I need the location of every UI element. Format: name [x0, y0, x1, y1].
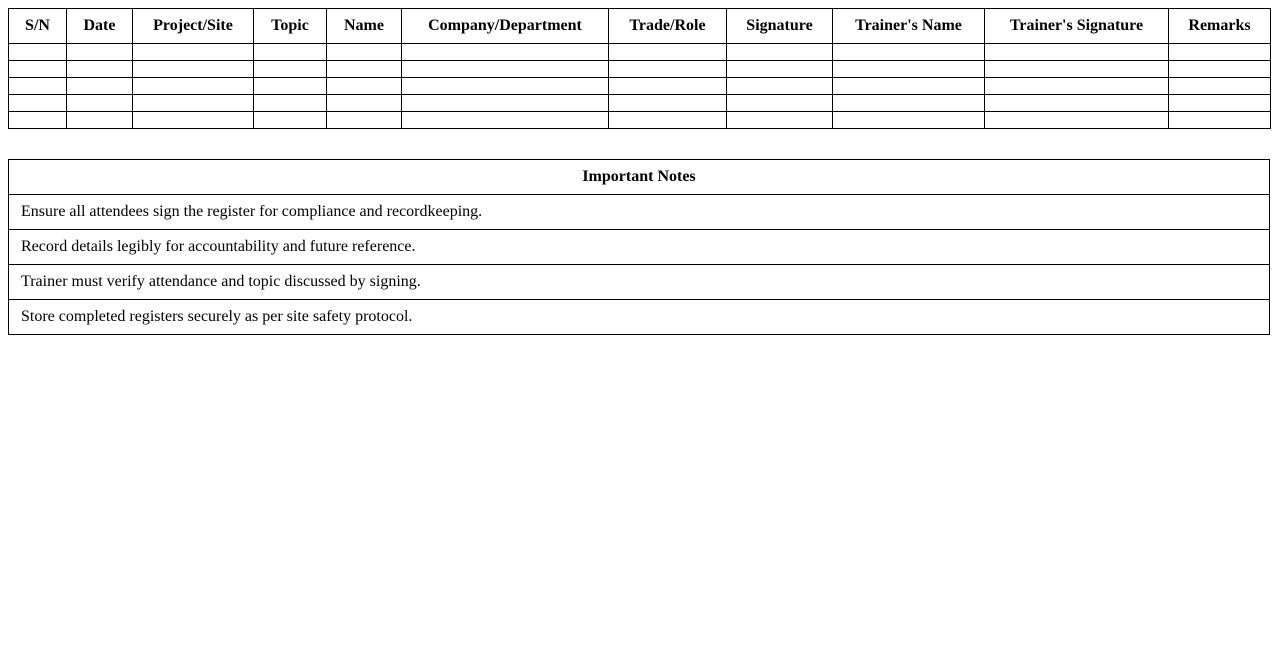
register-cell[interactable] [985, 95, 1169, 112]
register-cell[interactable] [254, 61, 327, 78]
register-cell[interactable] [727, 78, 833, 95]
register-cell[interactable] [833, 78, 985, 95]
register-cell[interactable] [133, 95, 254, 112]
register-cell[interactable] [67, 95, 133, 112]
register-cell[interactable] [833, 112, 985, 129]
column-header-trainers-name: Trainer's Name [833, 9, 985, 44]
register-cell[interactable] [609, 112, 727, 129]
register-cell[interactable] [254, 95, 327, 112]
register-cell[interactable] [9, 95, 67, 112]
register-cell[interactable] [727, 112, 833, 129]
register-cell[interactable] [67, 61, 133, 78]
register-cell[interactable] [133, 78, 254, 95]
register-cell[interactable] [9, 112, 67, 129]
register-cell[interactable] [833, 61, 985, 78]
register-cell[interactable] [254, 112, 327, 129]
register-cell[interactable] [327, 61, 402, 78]
register-cell[interactable] [402, 44, 609, 61]
table-row [9, 95, 1271, 112]
column-header-sn: S/N [9, 9, 67, 44]
note-item: Store completed registers securely as per site safety protocol. [9, 300, 1270, 335]
register-cell[interactable] [727, 95, 833, 112]
column-header-trainers-signature: Trainer's Signature [985, 9, 1169, 44]
register-cell[interactable] [67, 112, 133, 129]
register-cell[interactable] [609, 61, 727, 78]
register-cell[interactable] [609, 78, 727, 95]
register-cell[interactable] [133, 44, 254, 61]
register-cell[interactable] [727, 61, 833, 78]
register-cell[interactable] [67, 44, 133, 61]
note-row [9, 195, 1270, 230]
column-header-signature: Signature [727, 9, 833, 44]
register-cell[interactable] [1169, 112, 1271, 129]
notes-title: Important Notes [9, 160, 1270, 195]
register-cell[interactable] [254, 78, 327, 95]
register-cell[interactable] [985, 112, 1169, 129]
register-cell[interactable] [9, 61, 67, 78]
register-cell[interactable] [1169, 61, 1271, 78]
register-cell[interactable] [327, 44, 402, 61]
note-row [9, 265, 1270, 300]
register-cell[interactable] [402, 95, 609, 112]
register-cell[interactable] [985, 44, 1169, 61]
register-body [9, 44, 1271, 129]
register-cell[interactable] [985, 78, 1169, 95]
register-cell[interactable] [9, 44, 67, 61]
table-row [9, 44, 1271, 61]
register-cell[interactable] [609, 44, 727, 61]
register-cell[interactable] [1169, 44, 1271, 61]
note-item: Record details legibly for accountability and future reference. [9, 230, 1270, 265]
column-header-topic: Topic [254, 9, 327, 44]
note-item: Ensure all attendees sign the register for compliance and recordkeeping. [9, 195, 1270, 230]
register-cell[interactable] [327, 112, 402, 129]
column-header-remarks: Remarks [1169, 9, 1271, 44]
register-cell[interactable] [254, 44, 327, 61]
register-cell[interactable] [9, 78, 67, 95]
register-cell[interactable] [609, 95, 727, 112]
register-cell[interactable] [833, 44, 985, 61]
register-cell[interactable] [133, 112, 254, 129]
register-cell[interactable] [833, 95, 985, 112]
register-cell[interactable] [402, 112, 609, 129]
register-cell[interactable] [985, 61, 1169, 78]
register-cell[interactable] [402, 61, 609, 78]
table-row [9, 112, 1271, 129]
register-cell[interactable] [727, 44, 833, 61]
column-header-date: Date [67, 9, 133, 44]
register-cell[interactable] [327, 95, 402, 112]
register-header-row [9, 9, 1271, 44]
training-register-table [8, 8, 1271, 129]
register-cell[interactable] [327, 78, 402, 95]
register-cell[interactable] [402, 78, 609, 95]
important-notes-table [8, 159, 1270, 335]
register-cell[interactable] [133, 61, 254, 78]
register-cell[interactable] [1169, 78, 1271, 95]
note-row [9, 230, 1270, 265]
note-item: Trainer must verify attendance and topic discussed by signing. [9, 265, 1270, 300]
register-cell[interactable] [67, 78, 133, 95]
table-row [9, 61, 1271, 78]
note-row [9, 300, 1270, 335]
column-header-company-department: Company/Department [402, 9, 609, 44]
notes-header-row [9, 160, 1270, 195]
register-cell[interactable] [1169, 95, 1271, 112]
column-header-name: Name [327, 9, 402, 44]
column-header-project-site: Project/Site [133, 9, 254, 44]
table-row [9, 78, 1271, 95]
column-header-trade-role: Trade/Role [609, 9, 727, 44]
